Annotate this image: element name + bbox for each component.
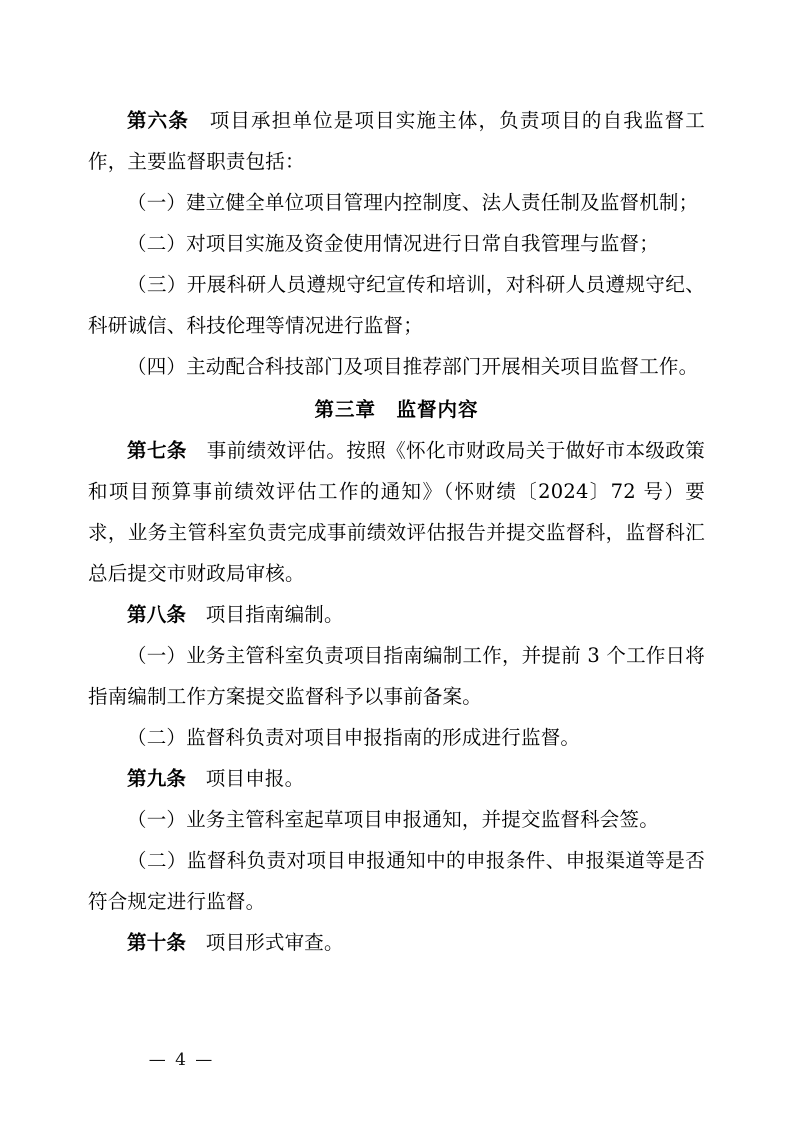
paragraph-article-10: [88, 922, 705, 963]
article-text: 项目申报。: [186, 767, 305, 790]
article-text: 项目形式审查。: [186, 931, 344, 954]
article-number: 第七条: [127, 439, 187, 462]
paragraph-article-8: [88, 594, 705, 635]
page-number: — 4 —: [148, 1050, 215, 1070]
paragraph-article-9-item-2: （二）监督科负责对项目申报通知中的申报条件、申报渠道等是否符合规定进行监督。: [88, 849, 705, 913]
chapter-heading: 第三章 监督内容: [314, 398, 479, 421]
paragraph-article-9-item-1: （一）业务主管科室起草项目申报通知，并提交监督科会签。: [127, 808, 659, 831]
page-footer: [0, 1050, 793, 1070]
article-number: 第六条: [127, 109, 190, 132]
document-body: [88, 100, 705, 963]
paragraph-article-8-item-1: （一）业务主管科室负责项目指南编制工作，并提前 3 个工作日将指南编制工作方案提交监督科予以事前备案。: [88, 644, 705, 708]
paragraph-article-6: [88, 100, 705, 182]
article-number: 第九条: [127, 767, 187, 790]
paragraph-article-6-item-1: （一）建立健全单位项目管理内控制度、法人责任制及监督机制；: [127, 191, 699, 214]
paragraph-article-6-item-4: （四）主动配合科技部门及项目推荐部门开展相关项目监督工作。: [127, 355, 699, 378]
article-text: 事前绩效评估。按照《怀化市财政局关于做好市本级政策和项目预算事前绩效评估工作的通知》（怀财绩〔2024〕72 号）要求，业务主管科室负责完成事前绩效评估报告并提交监督科，监督科汇总后提交市财政局审核。: [88, 439, 705, 585]
paragraph-article-9: [88, 758, 705, 799]
paragraph-article-6-item-2: （二）对项目实施及资金使用情况进行日常自我管理与监督；: [127, 232, 659, 255]
paragraph-article-6-item-3: （三）开展科研人员遵规守纪宣传和培训，对科研人员遵规守纪、科研诚信、科技伦理等情况进行监督；: [88, 273, 705, 337]
article-number: 第十条: [127, 931, 187, 954]
article-text: 项目承担单位是项目实施主体，负责项目的自我监督工作，主要监督职责包括：: [88, 109, 705, 173]
article-number: 第八条: [127, 603, 187, 626]
paragraph-article-8-item-2: （二）监督科负责对项目申报指南的形成进行监督。: [127, 726, 581, 749]
article-text: 项目指南编制。: [186, 603, 344, 626]
paragraph-article-7: [88, 430, 705, 594]
